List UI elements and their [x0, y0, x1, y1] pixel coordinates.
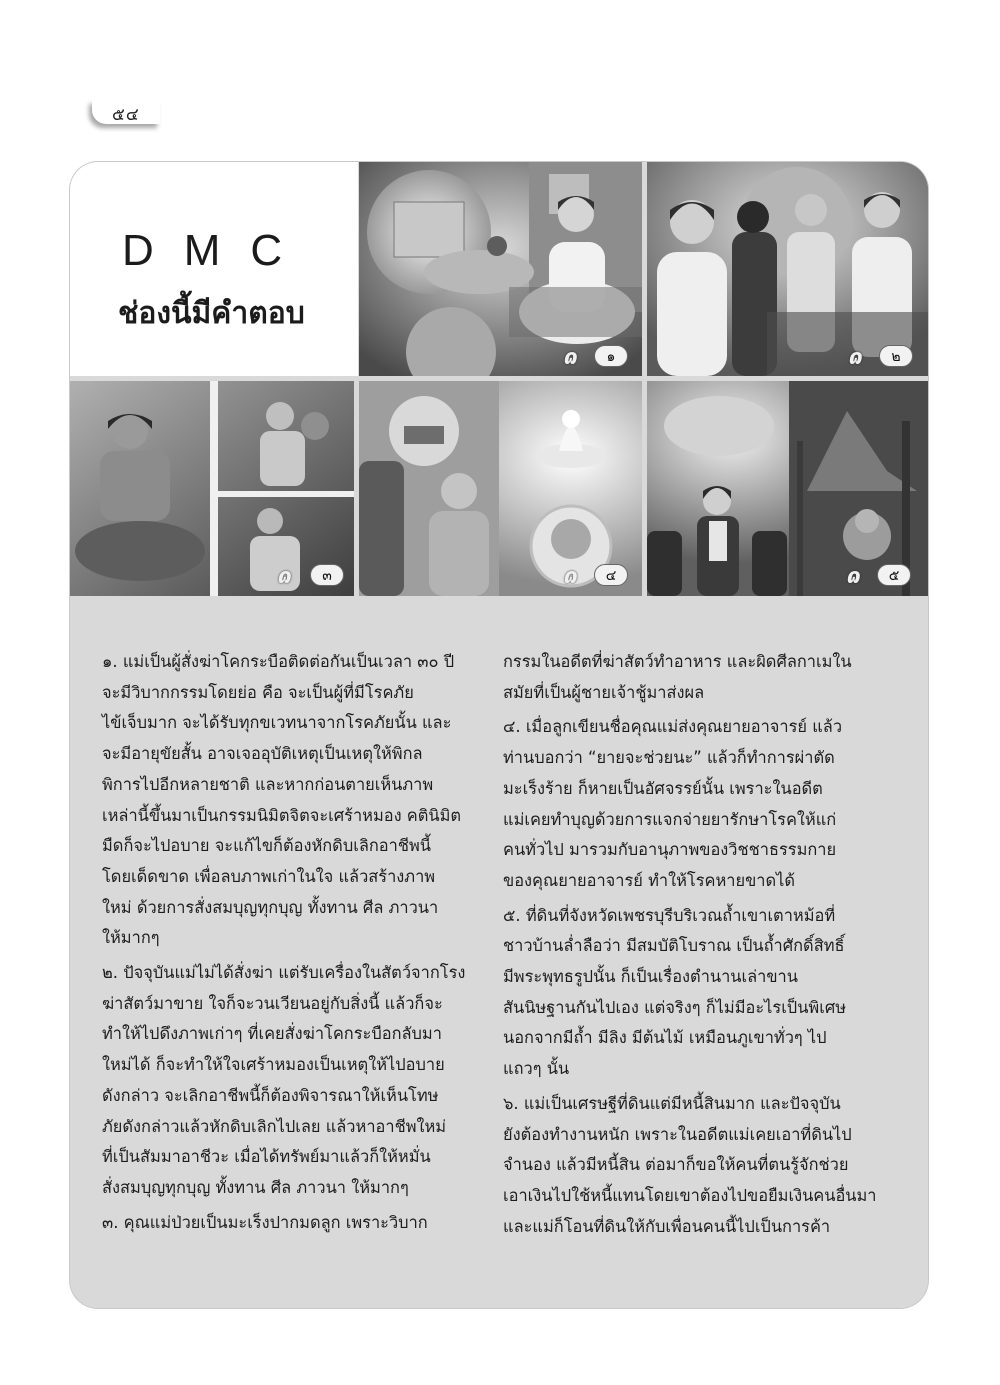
text-column-right [503, 647, 877, 1246]
answer-paragraph-6: ๖. แม่เป็นเศรษฐีที่ดินแต่มีหนี้สินมาก และปัจจุบัน ยังต้องทำงานหนัก เพราะในอดีตแม่เคยเอาที่ดินไป จำนอง แล้วมีหนี้สิน ต่อมาก็ขอให้คนที่ตนรู้จักช่วย เอาเงินไปใช้หนี้แทนโดยเขาต้องไปขอยืมเงินคนอื่นมา และแม่ก็โอนที่ดินให้กับเพื่อนคนนี้ไปเป็นการค้า [503, 1093, 877, 1236]
illustration-panel-4 [359, 381, 642, 596]
dmc-logo-4: ɷ [565, 564, 579, 588]
panel-number-1: ๑ [594, 345, 628, 367]
illustration-panel-2 [647, 162, 928, 376]
scene-market-work [70, 381, 354, 596]
page-number: ๕๔ [112, 105, 140, 125]
answer-paragraph-4: ๔. เมื่อลูกเขียนชื่อคุณแม่ส่งคุณยายอาจารย์ แล้ว ท่านบอกว่า “ยายจะช่วยนะ” แล้วก็ทำการผ่าตัด มะเร็งร้าย ก็หายเป็นอัศจรรย์นั้น เพราะในอดีต แม่เคยทำบุญด้วยการแจกจ่ายยารักษาโรคให้แก่ คนทั่วไป มารวมกับอานุภาพของวิชชาธรรมกาย ของคุณยายอาจารย์ ทำให้โรคหายขาดได้ [503, 717, 843, 890]
dmc-logo-1: ɷ [565, 345, 579, 369]
text-column-left [102, 647, 476, 1242]
illustration-panel-1 [359, 162, 642, 376]
title-box [70, 162, 358, 376]
dmc-logo-5: ɷ [848, 564, 862, 588]
answer-paragraph-2: ๒. ปัจจุบันแม่ไม่ได้สั่งฆ่า แต่รับเครื่องในสัตว์จากโรง ฆ่าสัตว์มาขาย ใจก็จะวนเวียนอยู่กับสิ่งนี้ แล้วก็จะ ทำให้ไปดึงภาพเก่าๆ ที่เคยสั่งฆ่าโคกระบือกลับมา ใหม่ได้ ก็จะทำให้ใจเศร้าหมองเป็นเหตุให้ไปอบาย ดังกล่าว จะเลิกอาชีพนี้ก็ต้องพิจารณาให้เห็นโทษ ภัยดังกล่าวแล้วหักดิบเลิกไปเลย แล้วหาอาชีพใหม่ ที่เป็นสัมมาอาชีวะ เมื่อได้ทรัพย์มาแล้วก็ให้หมั่น สั่งสมบุญทุกบุญ ทั้งทาน ศีล ภาวนา ให้มากๆ [102, 963, 466, 1197]
illustration-panel-5 [647, 381, 928, 596]
answer-paragraph-3-end: กรรมในอดีตที่ฆ่าสัตว์ทำอาหาร และผิดศีลกาเมใน สมัยที่เป็นผู้ชายเจ้าชู้มาส่งผล [503, 652, 852, 702]
panel-number-3: ๓ [310, 564, 344, 586]
scene-meditation-bedroom [359, 162, 642, 376]
dmc-logo-3: ɷ [279, 564, 293, 588]
content-card [70, 162, 928, 1308]
panel-number-2: ๒ [879, 345, 913, 367]
panel-number-4: ๔ [594, 564, 628, 586]
dmc-logo-2: ɷ [850, 345, 864, 369]
answer-paragraph-1: ๑. แม่เป็นผู้สั่งฆ่าโคกระบือติดต่อกันเป็นเวลา ๓๐ ปี จะมีวิบากกรรมโดยย่อ คือ จะเป็นผู้ที่มีโรคภัย ไข้เจ็บมาก จะได้รับทุกขเวทนาจากโรคภัยนั้น และ จะมีอายุขัยสั้น อาจเจออุบัติเหตุเป็นเหตุให้พิกล พิการไปอีกหลายชาติ และหากก่อนตายเห็นภาพ เหล่านี้ขึ้นมาเป็นกรรมนิมิตจิตจะเศร้าหมอง คตินิมิต มืดก็จะไปอบาย จะแก้ไขก็ต้องหักดิบเลิกอาชีพนี้ โดยเด็ดขาด เพื่อลบภาพเก่าในใจ แล้วสร้างภาพ ใหม่ ด้วยการสั่งสมบุญทุกบุญ ทั้งทาน ศีล ภาวนา ให้มากๆ [102, 652, 462, 948]
illustration-panel-3 [70, 381, 354, 596]
title-main: DMC [122, 226, 313, 275]
panel-number-5: ๕ [877, 564, 911, 586]
scene-buddha-medicine [359, 381, 642, 596]
scene-greeting-group [647, 162, 928, 376]
answer-paragraph-5: ๕. ที่ดินที่จังหวัดเพชรบุรีบริเวณถ้ำเขาเตาหม้อที่ ชาวบ้านล่ำลือว่า มีสมบัติโบราณ เป็นถ้ำศักดิ์สิทธิ์ มีพระพุทธรูปนั้น ก็เป็นเรื่องตำนานเล่าขาน สันนิษฐานกันไปเอง แต่จริงๆ ก็ไม่มีอะไรเป็นพิเศษ นอกจากมีถ้ำ มีลิง มีต้นไม้ เหมือนภูเขาทั่วๆ ไป แถวๆ นั้น [503, 905, 847, 1079]
answer-paragraph-3-start: ๓. คุณแม่ป่วยเป็นมะเร็งปากมดลูก เพราะวิบาก [102, 1212, 428, 1232]
title-sub: ช่องนี้มีคำตอบ [118, 296, 305, 331]
